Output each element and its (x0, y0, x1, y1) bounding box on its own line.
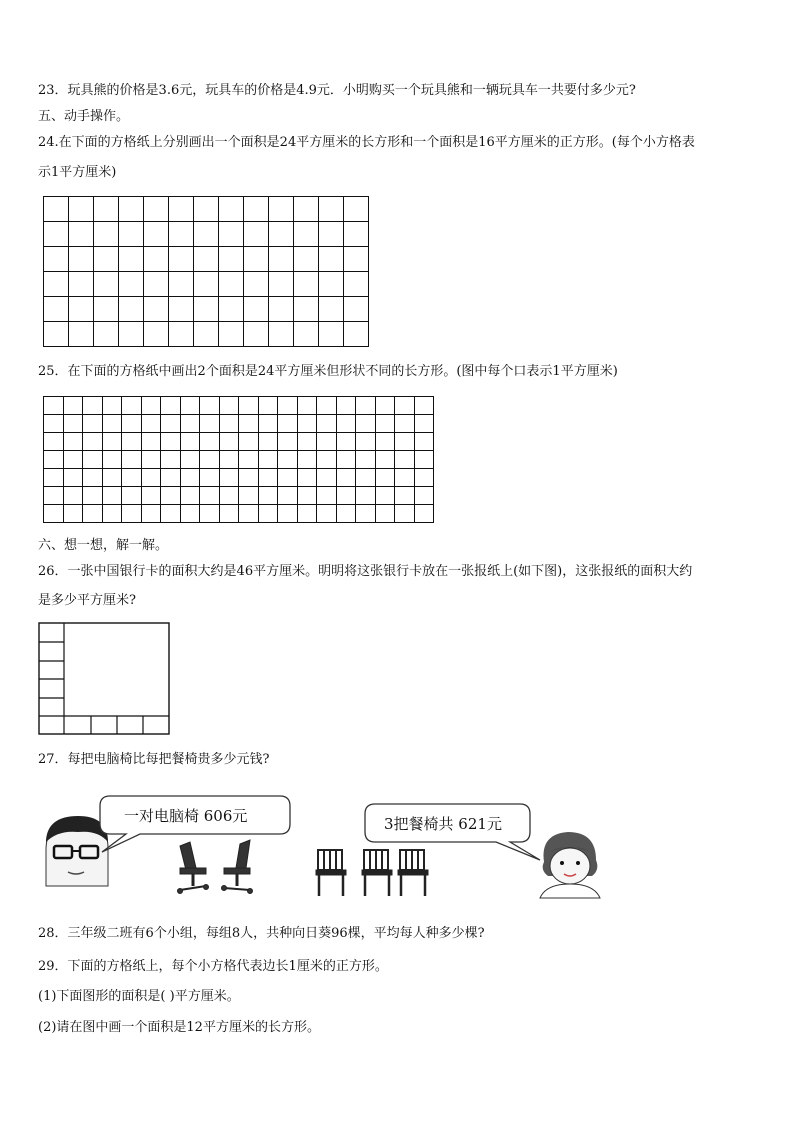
grid-cell (144, 247, 169, 272)
bubble-text-right: 3把餐椅共 621元 (384, 815, 502, 833)
grid-cell (94, 297, 119, 322)
grid-cell (294, 222, 319, 247)
grid-cell (414, 433, 434, 451)
grid-cell (319, 297, 344, 322)
grid-cell (297, 451, 317, 469)
chairs-illustration (40, 790, 615, 900)
grid-cell (297, 415, 317, 433)
grid-cell (144, 272, 169, 297)
grid-cell (119, 272, 144, 297)
grid-cell (180, 415, 200, 433)
grid-cell (63, 469, 83, 487)
grid-cell (69, 272, 94, 297)
grid-cell (395, 505, 415, 523)
grid-cell (122, 487, 142, 505)
question-24-line2: 示1平方厘米) (38, 165, 117, 180)
grid-cell (122, 451, 142, 469)
grid-cell (319, 222, 344, 247)
grid-cell (169, 322, 194, 347)
grid-cell (336, 433, 356, 451)
question-28: 28．三年级二班有6个小组，每组8人，共种向日葵96棵，平均每人种多少棵? (38, 926, 485, 941)
grid-cell (319, 197, 344, 222)
grid-cell (102, 415, 122, 433)
grid-cell (69, 297, 94, 322)
grid-cell (375, 505, 395, 523)
grid-cell (200, 487, 220, 505)
grid-cell (219, 222, 244, 247)
grid-cell (83, 451, 103, 469)
grid-cell (395, 469, 415, 487)
grid-cell (219, 469, 239, 487)
grid-cell (269, 297, 294, 322)
grid-cell (161, 433, 181, 451)
grid-cell (83, 415, 103, 433)
grid-cell (239, 451, 259, 469)
grid-cell (169, 272, 194, 297)
grid-cell (44, 297, 69, 322)
grid-cell (239, 469, 259, 487)
grid-cell (219, 272, 244, 297)
grid-cell (239, 415, 259, 433)
grid-cell (356, 487, 376, 505)
grid-cell (297, 469, 317, 487)
question-29-part2: (2)请在图中画一个面积是12平方厘米的长方形。 (38, 1020, 320, 1035)
grid-cell (194, 197, 219, 222)
grid-cell (219, 505, 239, 523)
grid-cell (244, 222, 269, 247)
grid-cell (83, 505, 103, 523)
grid-cell (63, 451, 83, 469)
grid-cell (44, 505, 64, 523)
grid-cell (161, 397, 181, 415)
grid-cell (395, 397, 415, 415)
grid-cell (258, 469, 278, 487)
grid-cell (180, 505, 200, 523)
grid-cell (102, 505, 122, 523)
grid-cell (161, 469, 181, 487)
grid-cell (141, 487, 161, 505)
grid-cell (258, 487, 278, 505)
grid-cell (200, 505, 220, 523)
question-29: 29．下面的方格纸上，每个小方格代表边长1厘米的正方形。 (38, 959, 388, 974)
grid-cell (395, 433, 415, 451)
grid-cell (169, 297, 194, 322)
grid-cell (44, 322, 69, 347)
grid-cell (94, 197, 119, 222)
grid-cell (219, 415, 239, 433)
grid-cell (44, 451, 64, 469)
office-chair-illustration (178, 840, 253, 894)
grid-cell (244, 297, 269, 322)
grid-cell (319, 322, 344, 347)
grid-cell (278, 433, 298, 451)
grid-cell (144, 297, 169, 322)
grid-cell (44, 415, 64, 433)
grid-cell (278, 451, 298, 469)
grid-cell (336, 397, 356, 415)
question-27: 27．每把电脑椅比每把餐椅贵多少元钱? (38, 752, 270, 767)
grid-cell (356, 505, 376, 523)
grid-cell (119, 197, 144, 222)
grid-cell (169, 247, 194, 272)
grid-cell (258, 451, 278, 469)
grid-cell (278, 397, 298, 415)
grid-cell (141, 415, 161, 433)
grid-cell (141, 505, 161, 523)
grid-cell (294, 272, 319, 297)
grid-cell (44, 197, 69, 222)
grid-cell (44, 247, 69, 272)
grid-cell (83, 397, 103, 415)
grid-cell (269, 247, 294, 272)
grid-cell (317, 433, 337, 451)
grid-cell (194, 297, 219, 322)
grid-cell (161, 505, 181, 523)
grid-cell (356, 415, 376, 433)
grid-cell (63, 505, 83, 523)
grid-cell (219, 197, 244, 222)
grid-cell (239, 397, 259, 415)
grid-cell (269, 322, 294, 347)
grid-cell (194, 272, 219, 297)
grid-cell (144, 322, 169, 347)
grid-cell (395, 487, 415, 505)
grid-cell (244, 322, 269, 347)
grid-cell (69, 247, 94, 272)
grid-cell (269, 272, 294, 297)
grid-cell (297, 433, 317, 451)
grid-cell (356, 469, 376, 487)
grid-cell (180, 451, 200, 469)
grid-cell (161, 487, 181, 505)
grid-cell (102, 451, 122, 469)
grid-cell (297, 397, 317, 415)
grid-cell (375, 487, 395, 505)
woman-face-illustration (540, 832, 600, 898)
grid-cell (239, 505, 259, 523)
grid-cell (336, 469, 356, 487)
grid-cell (119, 297, 144, 322)
grid-cell (119, 322, 144, 347)
grid-cell (122, 415, 142, 433)
grid-paper-q25 (43, 396, 434, 523)
grid-cell (200, 397, 220, 415)
grid-cell (94, 272, 119, 297)
grid-cell (375, 433, 395, 451)
grid-cell (44, 397, 64, 415)
grid-cell (356, 451, 376, 469)
grid-cell (336, 451, 356, 469)
grid-cell (161, 451, 181, 469)
grid-cell (44, 272, 69, 297)
question-26-line2: 是多少平方厘米? (38, 593, 136, 608)
grid-cell (414, 505, 434, 523)
grid-cell (414, 451, 434, 469)
grid-cell (375, 469, 395, 487)
grid-cell (44, 469, 64, 487)
grid-cell (344, 272, 369, 297)
grid-cell (122, 433, 142, 451)
grid-cell (278, 487, 298, 505)
grid-cell (102, 397, 122, 415)
grid-cell (414, 469, 434, 487)
grid-cell (180, 397, 200, 415)
grid-cell (278, 505, 298, 523)
grid-cell (200, 415, 220, 433)
grid-cell (244, 197, 269, 222)
grid-cell (297, 487, 317, 505)
grid-cell (69, 322, 94, 347)
grid-cell (44, 487, 64, 505)
grid-cell (180, 469, 200, 487)
grid-cell (317, 415, 337, 433)
grid-cell (83, 487, 103, 505)
grid-cell (144, 197, 169, 222)
grid-cell (258, 397, 278, 415)
grid-cell (278, 415, 298, 433)
grid-cell (269, 222, 294, 247)
grid-cell (119, 247, 144, 272)
grid-cell (119, 222, 144, 247)
grid-cell (375, 397, 395, 415)
grid-cell (161, 415, 181, 433)
grid-cell (141, 433, 161, 451)
grid-cell (319, 247, 344, 272)
grid-cell (344, 197, 369, 222)
grid-cell (44, 222, 69, 247)
grid-cell (336, 415, 356, 433)
question-23: 23．玩具熊的价格是3.6元，玩具车的价格是4.9元．小明购买一个玩具熊和一辆玩具车一共要付多少元? (38, 83, 636, 98)
question-25: 25．在下面的方格纸中画出2个面积是24平方厘米但形状不同的长方形。(图中每个口表示1平方厘米) (38, 364, 618, 379)
grid-cell (69, 197, 94, 222)
section-heading-5: 五、动手操作。 (38, 109, 130, 124)
grid-cell (194, 322, 219, 347)
dining-chair-illustration (316, 850, 428, 896)
question-26-line1: 26．一张中国银行卡的面积大约是46平方厘米。明明将这张银行卡放在一张报纸上(如下图)，这张报纸的面积大约 (38, 564, 693, 579)
grid-cell (414, 397, 434, 415)
grid-cell (219, 322, 244, 347)
grid-cell (102, 487, 122, 505)
grid-cell (317, 505, 337, 523)
grid-cell (258, 433, 278, 451)
grid-cell (344, 322, 369, 347)
grid-cell (258, 505, 278, 523)
grid-cell (356, 397, 376, 415)
grid-cell (122, 469, 142, 487)
grid-cell (169, 197, 194, 222)
grid-cell (200, 433, 220, 451)
grid-cell (395, 415, 415, 433)
grid-cell (200, 469, 220, 487)
grid-cell (317, 397, 337, 415)
grid-cell (395, 451, 415, 469)
grid-cell (294, 247, 319, 272)
man-face-illustration (46, 816, 108, 886)
grid-cell (244, 272, 269, 297)
grid-cell (344, 222, 369, 247)
grid-cell (169, 222, 194, 247)
grid-cell (294, 197, 319, 222)
grid-cell (63, 433, 83, 451)
bubble-text-left: 一对电脑椅 606元 (124, 807, 248, 825)
grid-cell (122, 505, 142, 523)
grid-cell (141, 451, 161, 469)
grid-cell (244, 247, 269, 272)
grid-cell (414, 415, 434, 433)
grid-cell (317, 451, 337, 469)
grid-cell (219, 397, 239, 415)
newspaper-card-figure (38, 622, 170, 735)
grid-cell (219, 451, 239, 469)
grid-cell (219, 487, 239, 505)
grid-cell (83, 433, 103, 451)
grid-cell (63, 487, 83, 505)
grid-cell (219, 433, 239, 451)
grid-cell (63, 415, 83, 433)
grid-cell (297, 505, 317, 523)
grid-cell (344, 297, 369, 322)
grid-cell (344, 247, 369, 272)
grid-cell (141, 469, 161, 487)
question-24-line1: 24.在下面的方格纸上分别画出一个面积是24平方厘米的长方形和一个面积是16平方厘米的正方形。(每个小方格表 (38, 135, 695, 150)
grid-cell (294, 322, 319, 347)
grid-cell (336, 487, 356, 505)
grid-cell (239, 433, 259, 451)
grid-cell (317, 487, 337, 505)
question-29-part1: (1)下面图形的面积是( )平方厘米。 (38, 989, 240, 1004)
grid-cell (239, 487, 259, 505)
grid-cell (219, 247, 244, 272)
grid-cell (141, 397, 161, 415)
grid-cell (194, 247, 219, 272)
grid-cell (144, 222, 169, 247)
grid-cell (94, 247, 119, 272)
grid-cell (336, 505, 356, 523)
grid-cell (44, 433, 64, 451)
grid-cell (102, 433, 122, 451)
grid-cell (375, 415, 395, 433)
grid-cell (219, 297, 244, 322)
grid-cell (294, 297, 319, 322)
grid-cell (102, 469, 122, 487)
grid-cell (317, 469, 337, 487)
grid-cell (94, 322, 119, 347)
grid-paper-q24 (43, 196, 369, 347)
grid-cell (180, 487, 200, 505)
grid-cell (278, 469, 298, 487)
grid-cell (180, 433, 200, 451)
grid-cell (258, 415, 278, 433)
grid-cell (194, 222, 219, 247)
section-heading-6: 六、想一想，解一解。 (38, 538, 169, 553)
grid-cell (122, 397, 142, 415)
grid-cell (69, 222, 94, 247)
grid-cell (94, 222, 119, 247)
grid-cell (200, 451, 220, 469)
grid-cell (356, 433, 376, 451)
grid-cell (414, 487, 434, 505)
grid-cell (63, 397, 83, 415)
grid-cell (83, 469, 103, 487)
grid-cell (319, 272, 344, 297)
grid-cell (375, 451, 395, 469)
grid-cell (269, 197, 294, 222)
